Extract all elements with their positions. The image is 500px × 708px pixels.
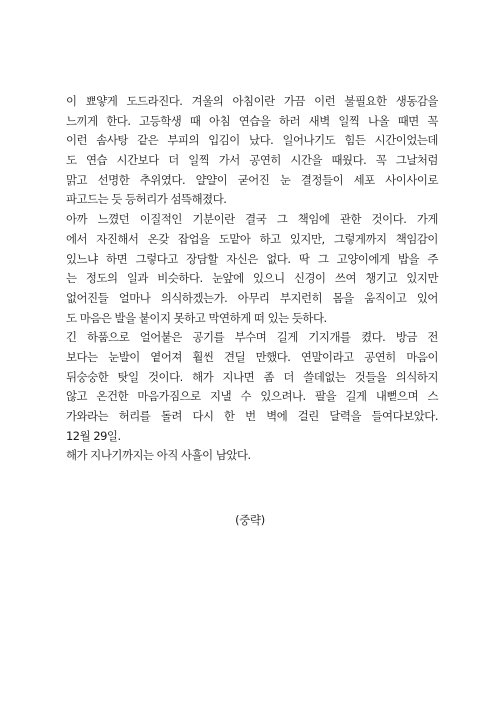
text-line: 도 연습 시간보다 더 일찍 가서 공연히 시간을 때웠다. 꼭 그날처럼 — [66, 153, 438, 168]
text-line: 이 뾰얗게 도드라진다. 겨울의 아침이란 가끔 이런 불필요한 생동감을 — [66, 94, 438, 108]
text-line: 뒤숭숭한 탓일 것이다. 해가 지나면 좀 더 쓸데없는 것들을 의식하지 — [66, 369, 438, 384]
text-line: 느끼게 한다. 고등학생 때 아침 연습을 하러 새벽 일찍 나올 때면 꼭 — [66, 113, 438, 128]
text-line: 파고드는 듯 등허리가 섬뜩해졌다. — [66, 192, 227, 207]
body-text — [66, 92, 438, 466]
text-line: 해가 지나기까지는 아직 사흘이 남았다. — [66, 448, 251, 463]
text-line: 도 마음은 발을 붙이지 못하고 막연하게 떠 있는 듯하다. — [66, 310, 327, 325]
text-line: 긴 하품으로 얼어붙은 공기를 부수며 길게 기지개를 켰다. 방금 전 — [66, 330, 438, 345]
text-line: 12월 29일. — [66, 428, 121, 443]
text-line: 맑고 선명한 추위였다. 얄얄이 굳어진 눈 결정들이 세포 사이사이로 — [66, 172, 438, 187]
text-line: 가와라는 허리를 돌려 다시 한 번 벽에 걸린 달력을 들여다보았다. — [66, 409, 438, 423]
text-line: 이런 솜사탕 같은 부피의 입김이 났다. 일어나기도 힘든 시간이었는데 — [66, 133, 438, 148]
text-line: 않고 온건한 마음가짐으로 지낼 수 있으려나. 팔을 길게 내뻗으며 스 — [66, 389, 438, 404]
omission-note: (중략) — [235, 513, 265, 527]
text-line: 없어진들 얼마나 의식하겠는가. 아무리 부지런히 몸을 움직이고 있어 — [66, 290, 438, 305]
text-line: 아까 느꼈던 이질적인 기분이란 결국 그 책임에 관한 것이다. 가게 — [66, 212, 438, 227]
text-line: 있느냐 하면 그렇다고 장담할 자신은 없다. 딱 그 고양이에게 밥을 주 — [66, 251, 438, 266]
text-line: 보다는 눈발이 옅어져 훨씬 견딜 만했다. 연말이라고 공연히 마음이 — [66, 349, 438, 364]
text-line: 는 정도의 일과 비슷하다. 눈앞에 있으니 신경이 쓰여 챙기고 있지만 — [66, 271, 438, 286]
text-line: 에서 자진해서 온갖 잡업을 도맡아 하고 있지만, 그렇게까지 책임감이 — [66, 231, 438, 246]
